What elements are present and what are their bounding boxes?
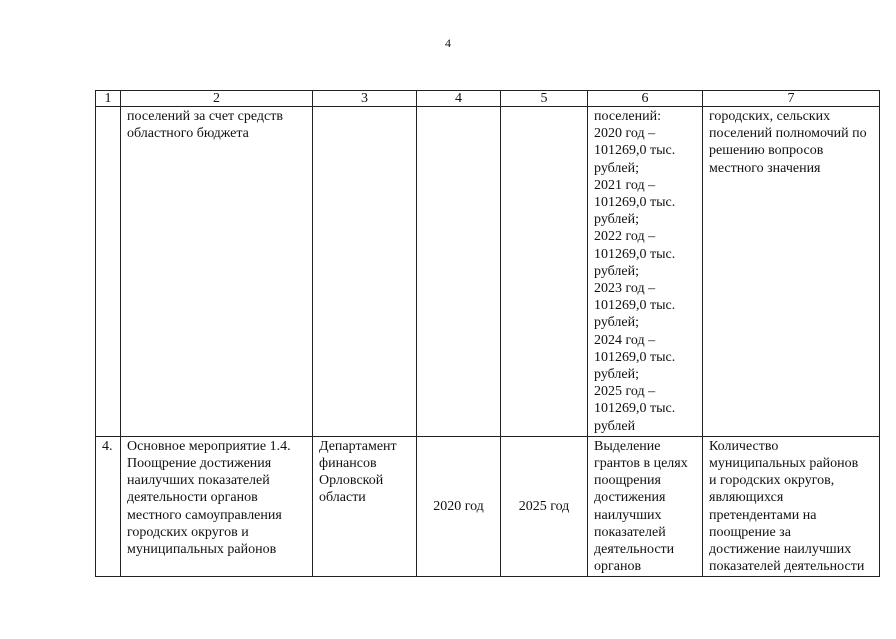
cell-text-line: наилучших показателей: [127, 473, 270, 489]
funding-cell: [588, 107, 703, 437]
cell-text-line: Поощрение достижения: [127, 456, 272, 472]
cell-text-line: рублей;: [594, 212, 639, 228]
cell-text-line: поселений полномочий по: [709, 126, 867, 142]
cell-text-line: рублей;: [594, 367, 639, 383]
cell-text-line: рублей;: [594, 160, 639, 176]
cell-text-line: 2025 год –: [594, 384, 656, 400]
cell-text-line: являющихся: [709, 490, 784, 506]
page-number: 4: [445, 36, 451, 50]
row-number-cell: 4.: [96, 436, 121, 577]
cell-text-line: Орловской: [319, 473, 384, 489]
cell-text-line: 2024 год –: [594, 332, 656, 348]
cell-text-line: областного бюджета: [127, 126, 249, 142]
end-year-cell: [501, 107, 588, 437]
cell-text-line: показателей: [594, 524, 666, 540]
cell-text-line: 2023 год –: [594, 281, 656, 297]
cell-text-line: местного значения: [709, 160, 821, 176]
header-col-3: 3: [313, 91, 417, 107]
cell-text-line: городских округов и: [127, 524, 249, 540]
cell-text-line: рублей;: [594, 315, 639, 331]
program-table: [95, 90, 880, 577]
header-col-7: 7: [703, 91, 880, 107]
result-cell: [703, 107, 880, 437]
table-row: [96, 107, 880, 437]
header-row: [96, 91, 880, 107]
cell-text-line: поощрения: [594, 473, 661, 489]
cell-text-line: достижение наилучших: [709, 542, 852, 558]
cell-text-line: Выделение: [594, 438, 661, 454]
cell-text-line: поселений:: [594, 109, 662, 124]
funding-cell: [588, 436, 703, 577]
cell-text-line: рублей: [594, 418, 636, 434]
executor-cell: [313, 107, 417, 437]
cell-text-line: 101269,0 тыс.: [594, 401, 676, 417]
cell-text-line: финансов: [319, 456, 377, 472]
cell-text-line: грантов в целях: [594, 456, 688, 472]
cell-text-line: поселений за счет средств: [127, 109, 283, 124]
cell-text-line: местного самоуправления: [127, 507, 282, 523]
header-col-5: 5: [501, 91, 588, 107]
cell-text-line: 101269,0 тыс.: [594, 195, 676, 211]
cell-text-line: 2021 год –: [594, 177, 656, 193]
row-number-cell: [96, 107, 121, 437]
cell-text-line: Департамент: [319, 438, 397, 454]
cell-text-line: Основное мероприятие 1.4.: [127, 438, 291, 454]
cell-text-line: показателей деятельности: [709, 559, 865, 575]
start-year-cell: 2020 год: [417, 436, 501, 577]
header-col-1: 1: [96, 91, 121, 107]
cell-text-line: Количество: [709, 438, 779, 454]
start-year-cell: [417, 107, 501, 437]
event-name-cell: [121, 436, 313, 577]
cell-text-line: деятельности: [594, 542, 675, 558]
header-col-2: 2: [121, 91, 313, 107]
cell-text-line: достижения: [594, 490, 666, 506]
cell-text-line: 101269,0 тыс.: [594, 349, 676, 365]
cell-text-line: 2020 год –: [594, 126, 656, 142]
cell-text-line: решению вопросов: [709, 143, 824, 159]
cell-text-line: наилучших: [594, 507, 662, 523]
executor-cell: [313, 436, 417, 577]
header-col-4: 4: [417, 91, 501, 107]
cell-text-line: городских, сельских: [709, 109, 831, 124]
cell-text-line: 101269,0 тыс.: [594, 143, 676, 159]
event-name-cell: [121, 107, 313, 437]
cell-text-line: муниципальных районов: [709, 456, 859, 472]
result-cell: [703, 436, 880, 577]
cell-text-line: претендентами на: [709, 507, 817, 523]
cell-text-line: области: [319, 490, 366, 506]
cell-text-line: 101269,0 тыс.: [594, 246, 676, 262]
end-year-cell: 2025 год: [501, 436, 588, 577]
header-col-6: 6: [588, 91, 703, 107]
cell-text-line: 2022 год –: [594, 229, 656, 245]
cell-text-line: органов: [594, 559, 642, 575]
cell-text-line: муниципальных районов: [127, 542, 277, 558]
cell-text-line: поощрение за: [709, 524, 791, 540]
cell-text-line: и городских округов,: [709, 473, 835, 489]
table-row: [96, 436, 880, 577]
cell-text-line: 101269,0 тыс.: [594, 298, 676, 314]
cell-text-line: деятельности органов: [127, 490, 258, 506]
cell-text-line: рублей;: [594, 263, 639, 279]
